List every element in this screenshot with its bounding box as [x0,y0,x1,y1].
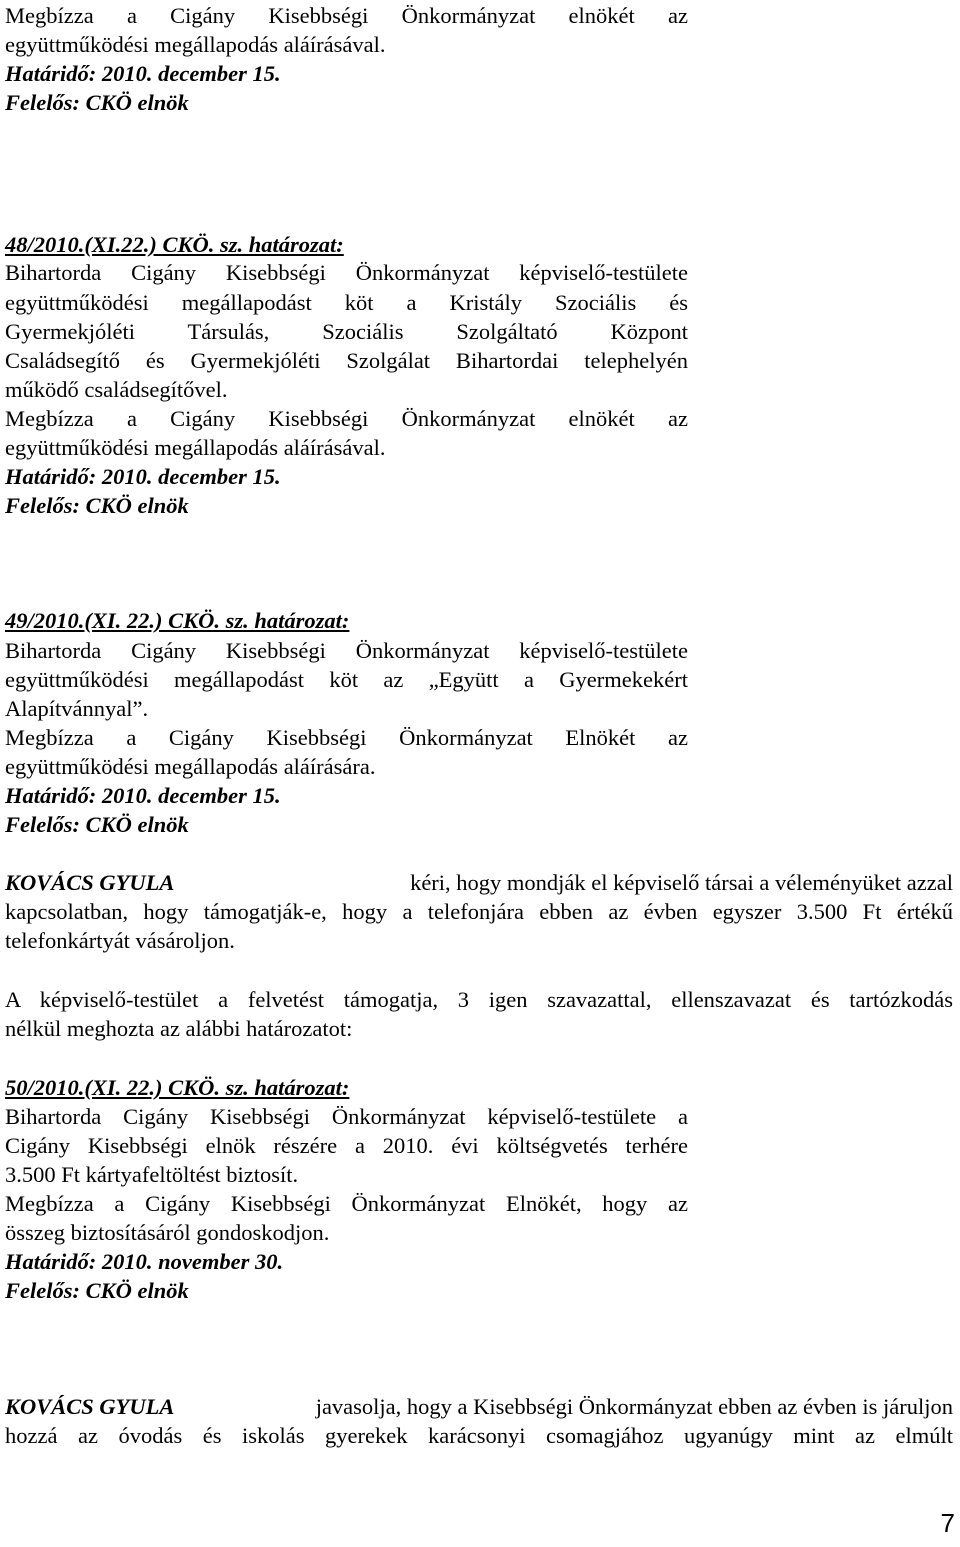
resolution-49-line: együttműködési megállapodás aláírására. [5,754,376,779]
resolution-48-deadline: Határidő: 2010. december 15. [5,464,281,489]
speaker-name: KOVÁCS GYULA [5,1394,175,1419]
speaker-name: KOVÁCS GYULA [5,870,175,895]
resolution-50-deadline: Határidő: 2010. november 30. [5,1249,284,1274]
block1-deadline: Határidő: 2010. december 15. [5,61,281,86]
resolution-49-title: 49/2010.(XI. 22.) CKÖ. sz. határozat: [5,608,350,633]
resolution-50-title: 50/2010.(XI. 22.) CKÖ. sz. határozat: [5,1075,350,1100]
resolution-48-line: Családsegítő és Gyermekjóléti Szolgálat Bihartordai telephelyén [5,348,688,373]
resolution-48-line: együttműködési megállapodás aláírásával. [5,435,386,460]
block1-line1: Megbízza a Cigány Kisebbségi Önkormányzat elnökét az [5,3,688,28]
block1-responsible: Felelős: CKÖ elnök [5,90,189,115]
resolution-48-line: működő családsegítővel. [5,377,228,402]
resolution-48-line: együttműködési megállapodást köt a Kristály Szociális és [5,290,688,315]
resolution-49-line: együttműködési megállapodást köt az „Együtt a Gyermekekért [5,667,688,692]
resolution-50-responsible: Felelős: CKÖ elnök [5,1278,189,1303]
resolution-48-title: 48/2010.(XI.22.) CKÖ. sz. határozat: [5,232,344,257]
resolution-50-line: Bihartorda Cigány Kisebbségi Önkormányzat képviselő-testülete a [5,1104,688,1129]
paragraph-kovacs-1-line1-text: kéri, hogy mondják el képviselő társai a véleményüket azzal [410,870,953,895]
paragraph-kovacs-1-line2: kapcsolatban, hogy támogatják-e, hogy a telefonjára ebben az évben egyszer 3.500 Ft értékű [5,899,953,924]
resolution-49-line: Bihartorda Cigány Kisebbségi Önkormányzat képviselő-testülete [5,638,688,663]
paragraph-vote-line2: nélkül meghozta az alábbi határozatot: [5,1016,353,1041]
resolution-50-line: Cigány Kisebbségi elnök részére a 2010. évi költségvetés terhére [5,1133,688,1158]
resolution-49-line: Megbízza a Cigány Kisebbségi Önkormányzat Elnökét az [5,725,688,750]
block1-line2: együttműködési megállapodás aláírásával. [5,32,386,57]
paragraph-kovacs-2-line1-text: javasolja, hogy a Kisebbségi Önkormányzat ebben az évben is járuljon [315,1394,953,1419]
paragraph-vote-line1: A képviselő-testület a felvetést támogatja, 3 igen szavazattal, ellenszavazat és tartózkodás [5,987,953,1012]
page-number: 7 [940,1508,955,1538]
paragraph-kovacs-2-line2: hozzá az óvodás és iskolás gyerekek karácsonyi csomagjához ugyanúgy mint az elmúlt [5,1423,953,1448]
resolution-48-line: Megbízza a Cigány Kisebbségi Önkormányzat elnökét az [5,406,688,431]
resolution-48-line: Gyermekjóléti Társulás, Szociális Szolgáltató Központ [5,319,688,344]
resolution-50-line: Megbízza a Cigány Kisebbségi Önkormányzat Elnökét, hogy az [5,1191,688,1216]
resolution-49-deadline: Határidő: 2010. december 15. [5,783,281,808]
resolution-48-line: Bihartorda Cigány Kisebbségi Önkormányzat képviselő-testülete [5,260,688,285]
resolution-48-responsible: Felelős: CKÖ elnök [5,493,189,518]
resolution-49-line: Alapítvánnyal”. [5,696,149,721]
resolution-49-responsible: Felelős: CKÖ elnök [5,812,189,837]
paragraph-kovacs-1-line3: telefonkártyát vásároljon. [5,928,235,953]
resolution-50-line: 3.500 Ft kártyafeltöltést biztosít. [5,1162,299,1187]
resolution-50-line: összeg biztosításáról gondoskodjon. [5,1220,330,1245]
